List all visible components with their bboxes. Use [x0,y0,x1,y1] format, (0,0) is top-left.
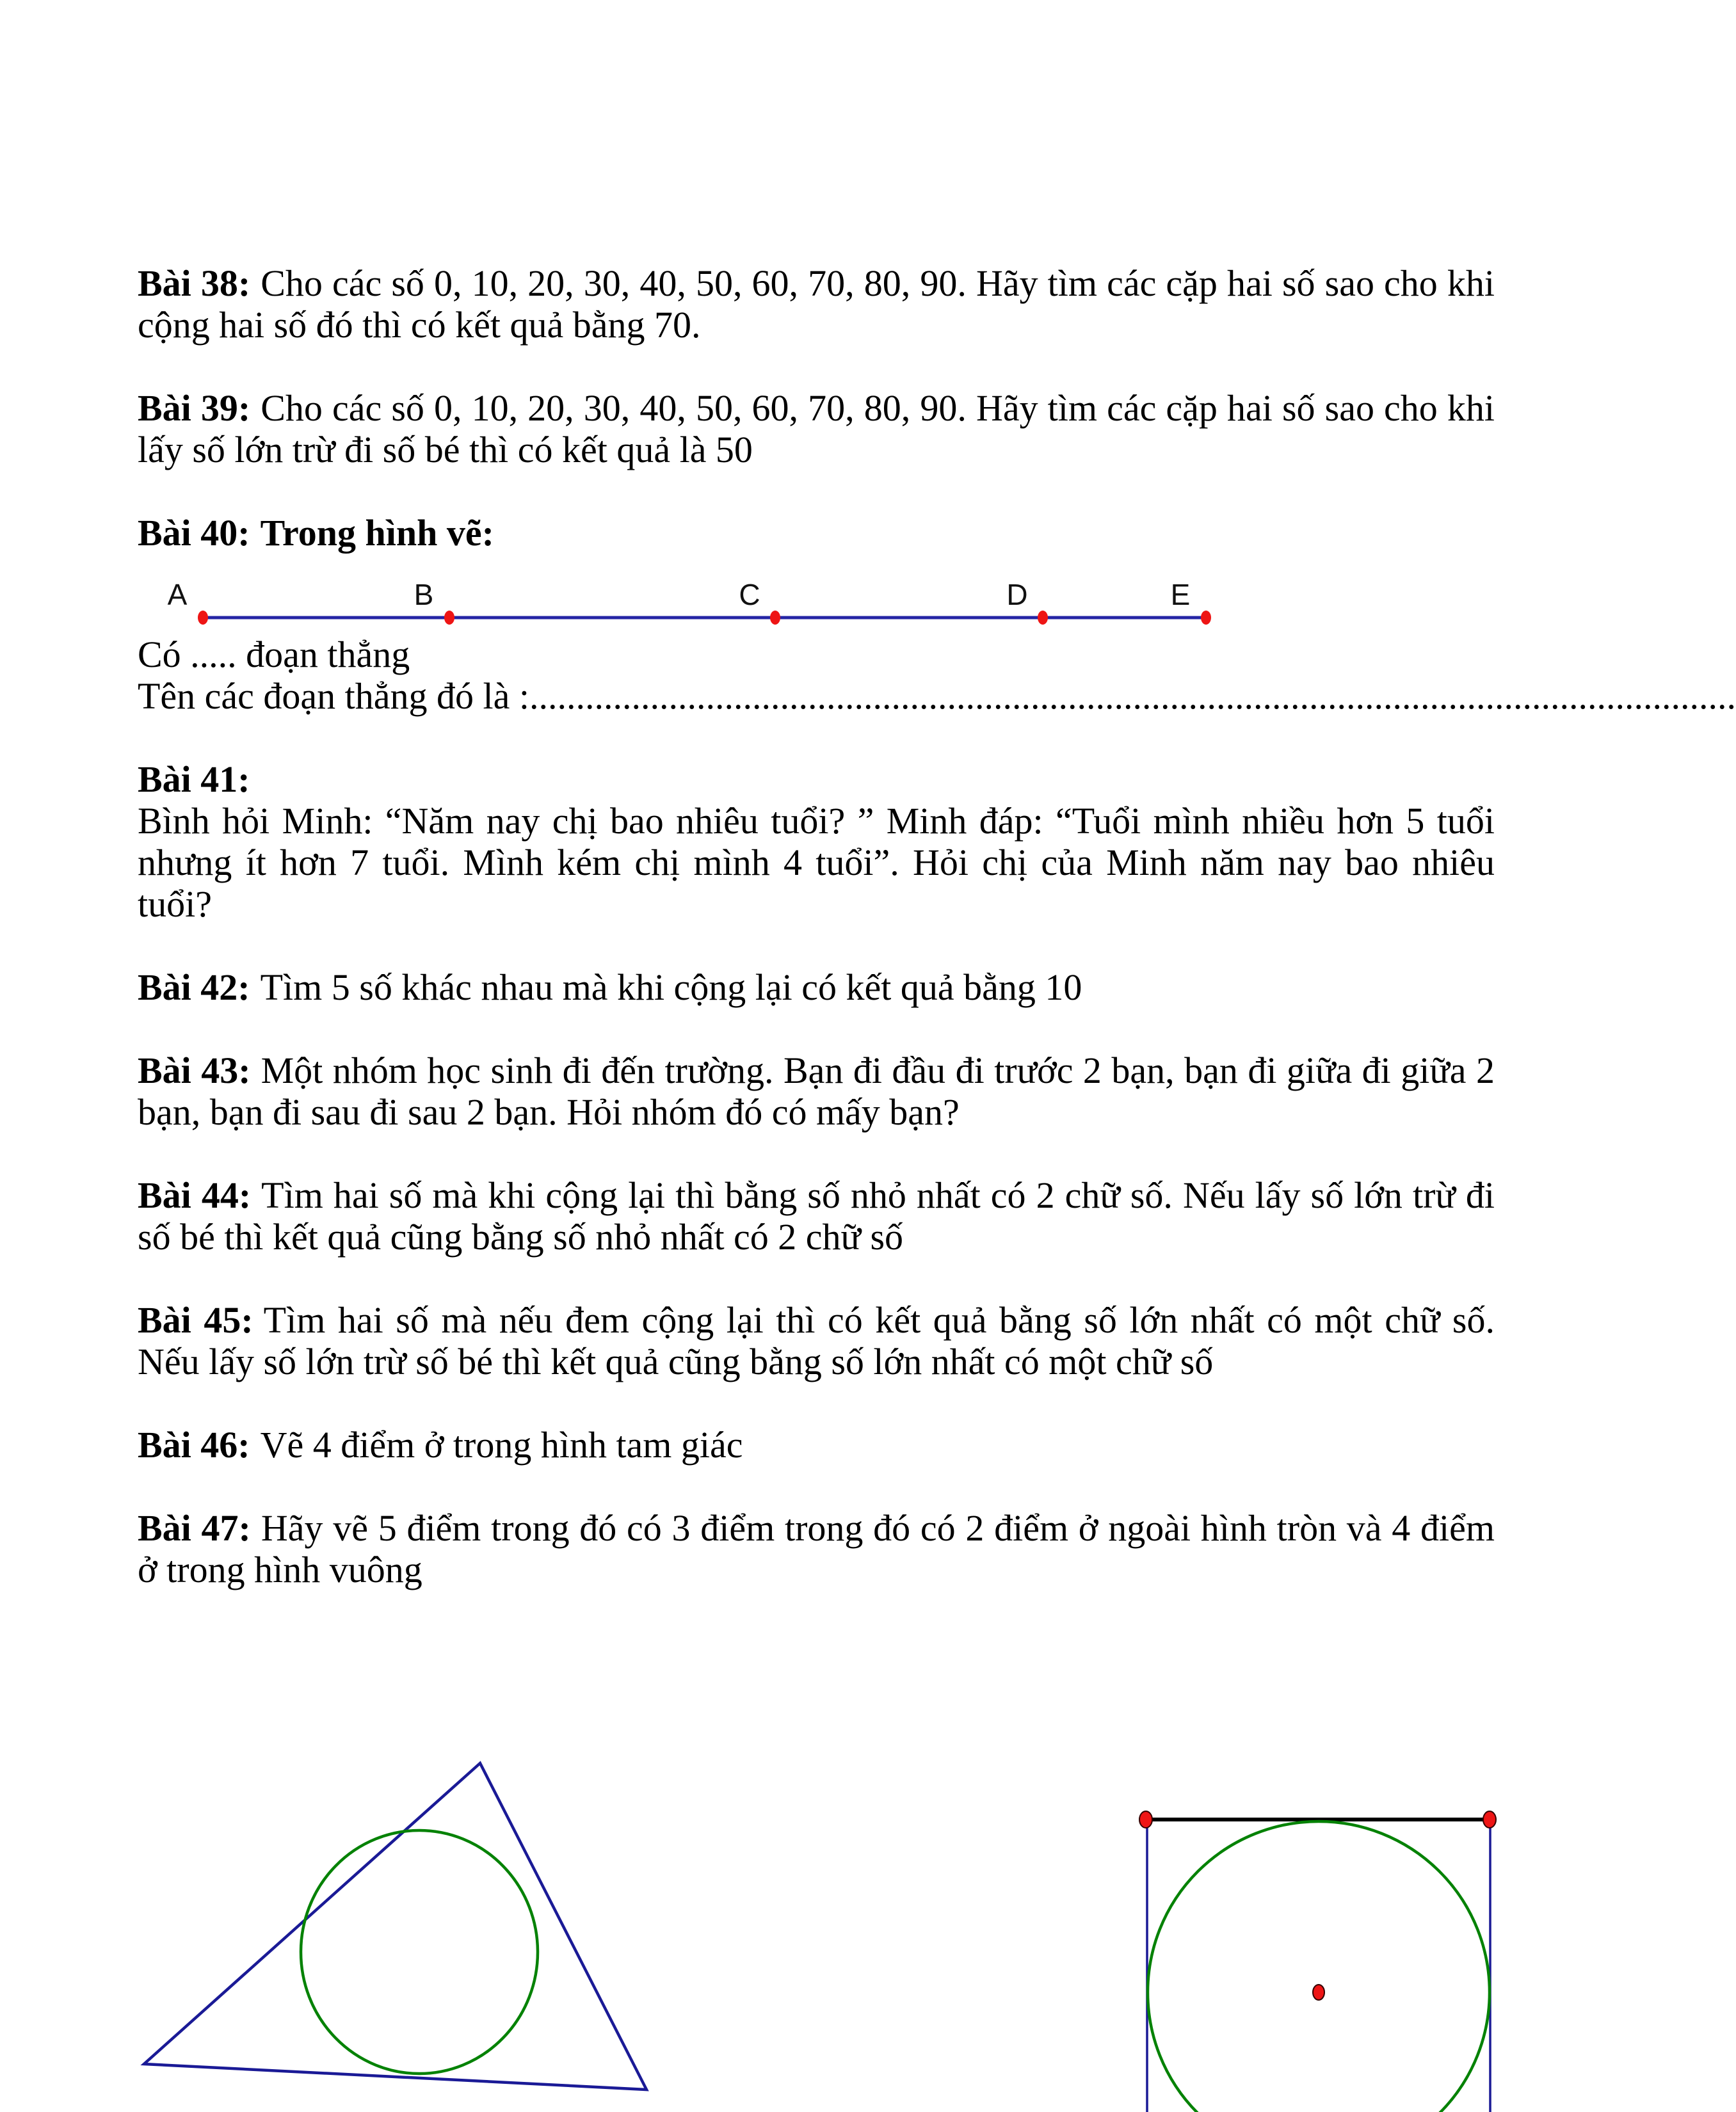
answer-names-prefix: Tên các đoạn thẳng đó là : [138,675,529,717]
point-dot-b [444,611,454,625]
problem-38 [138,262,1495,346]
problem-40-title: Trong hình vẽ: [260,512,494,554]
problem-45-body: Tìm hai số mà nếu đem cộng lại thì có kết quả bằng số lớn nhất có một chữ số. Nếu lấy số lớn trừ số bé thì kết quả cũng bằng số lớn nhất có một chữ số [138,1299,1495,1382]
problem-45 [138,1299,1495,1382]
problem-47 [138,1507,1495,1590]
problem-38-body: Cho các số 0, 10, 20, 30, 40, 50, 60, 70, 80, 90. Hãy tìm các cặp hai số sao cho khi cộng hai số đó thì có kết quả bằng 70. [138,262,1495,346]
problem-38-label: Bài 38: [138,262,251,304]
problem-41-body: Bình hỏi Minh: “Năm nay chị bao nhiêu tuổi? ” Minh đáp: “Tuổi mình nhiều hơn 5 tuổi nhưng ít hơn 7 tuổi. Mình kém chị mình 4 tuổi”. Hỏi chị của Minh năm nay bao nhiêu tuổi? [138,800,1495,925]
problem-42-label: Bài 42: [138,966,250,1008]
square-figure [1139,1811,1496,2112]
problem-40-answers [138,634,1736,717]
answer-line-count: Có ..... đoạn thẳng [138,634,410,675]
square-corner-point-left [1139,1811,1152,1828]
problem-44-body: Tìm hai số mà khi cộng lại thì bằng số nhỏ nhất có 2 chữ số. Nếu lấy số lớn trừ đi số bé thì kết quả cũng bằng số nhỏ nhất có 2 chữ số [138,1174,1495,1258]
problem-46-body: Vẽ 4 điểm ở trong hình tam giác [260,1424,743,1466]
problem-44 [138,1174,1495,1258]
triangle-outline [144,1763,647,2090]
problem-47-body: Hãy vẽ 5 điểm trong đó có 3 điểm trong đó có 2 điểm ở ngoài hình tròn và 4 điểm ở trong hình vuông [138,1507,1495,1590]
problem-40-heading [138,512,1495,554]
square-corner-point-right [1483,1811,1496,1828]
problem-42-body: Tìm 5 số khác nhau mà khi cộng lại có kết quả bằng 10 [260,966,1082,1008]
problem-41-label: Bài 41: [138,758,250,800]
problem-42 [138,966,1495,1008]
problem-46-label: Bài 46: [138,1424,250,1466]
answer-line-names [138,675,1736,717]
problem-46 [138,1424,1495,1466]
problem-39-body: Cho các số 0, 10, 20, 30, 40, 50, 60, 70, 80, 90. Hãy tìm các cặp hai số sao cho khi lấy số lớn trừ đi số bé thì có kết quả là 50 [138,387,1495,470]
problem-45-label: Bài 45: [138,1299,253,1341]
segment-figure [138,570,1495,634]
point-label-b: B [414,578,434,611]
point-label-e: E [1170,578,1191,611]
point-dot-c [770,611,780,625]
point-dot-a [198,611,208,625]
point-label-d: D [1006,578,1028,611]
problem-39 [138,387,1495,470]
problem-43 [138,1050,1495,1133]
circle-center-point [1313,1985,1324,2000]
answer-names-dotted-blank: .................................................................................................................................. [529,675,1736,717]
problem-44-label: Bài 44: [138,1174,252,1216]
problem-39-label: Bài 39: [138,387,251,429]
problem-43-label: Bài 43: [138,1050,251,1091]
triangle-inscribed-circle [301,1830,538,2074]
point-label-c: C [739,578,760,611]
problem-41 [138,758,1495,925]
square-inscribed-circle [1148,1821,1490,2112]
triangle-figure [144,1763,647,2090]
problem-47-label: Bài 47: [138,1507,251,1549]
problem-40-label: Bài 40: [138,512,250,554]
point-dot-d [1038,611,1048,625]
geometry-figures [0,1728,1632,2112]
problem-43-body: Một nhóm học sinh đi đến trường. Bạn đi đầu đi trước 2 bạn, bạn đi giữa đi giữa 2 bạn, bạn đi sau đi sau 2 bạn. Hỏi nhóm đó có mấy bạn? [138,1050,1495,1133]
point-dot-e [1201,611,1211,625]
point-label-a: A [167,578,188,611]
